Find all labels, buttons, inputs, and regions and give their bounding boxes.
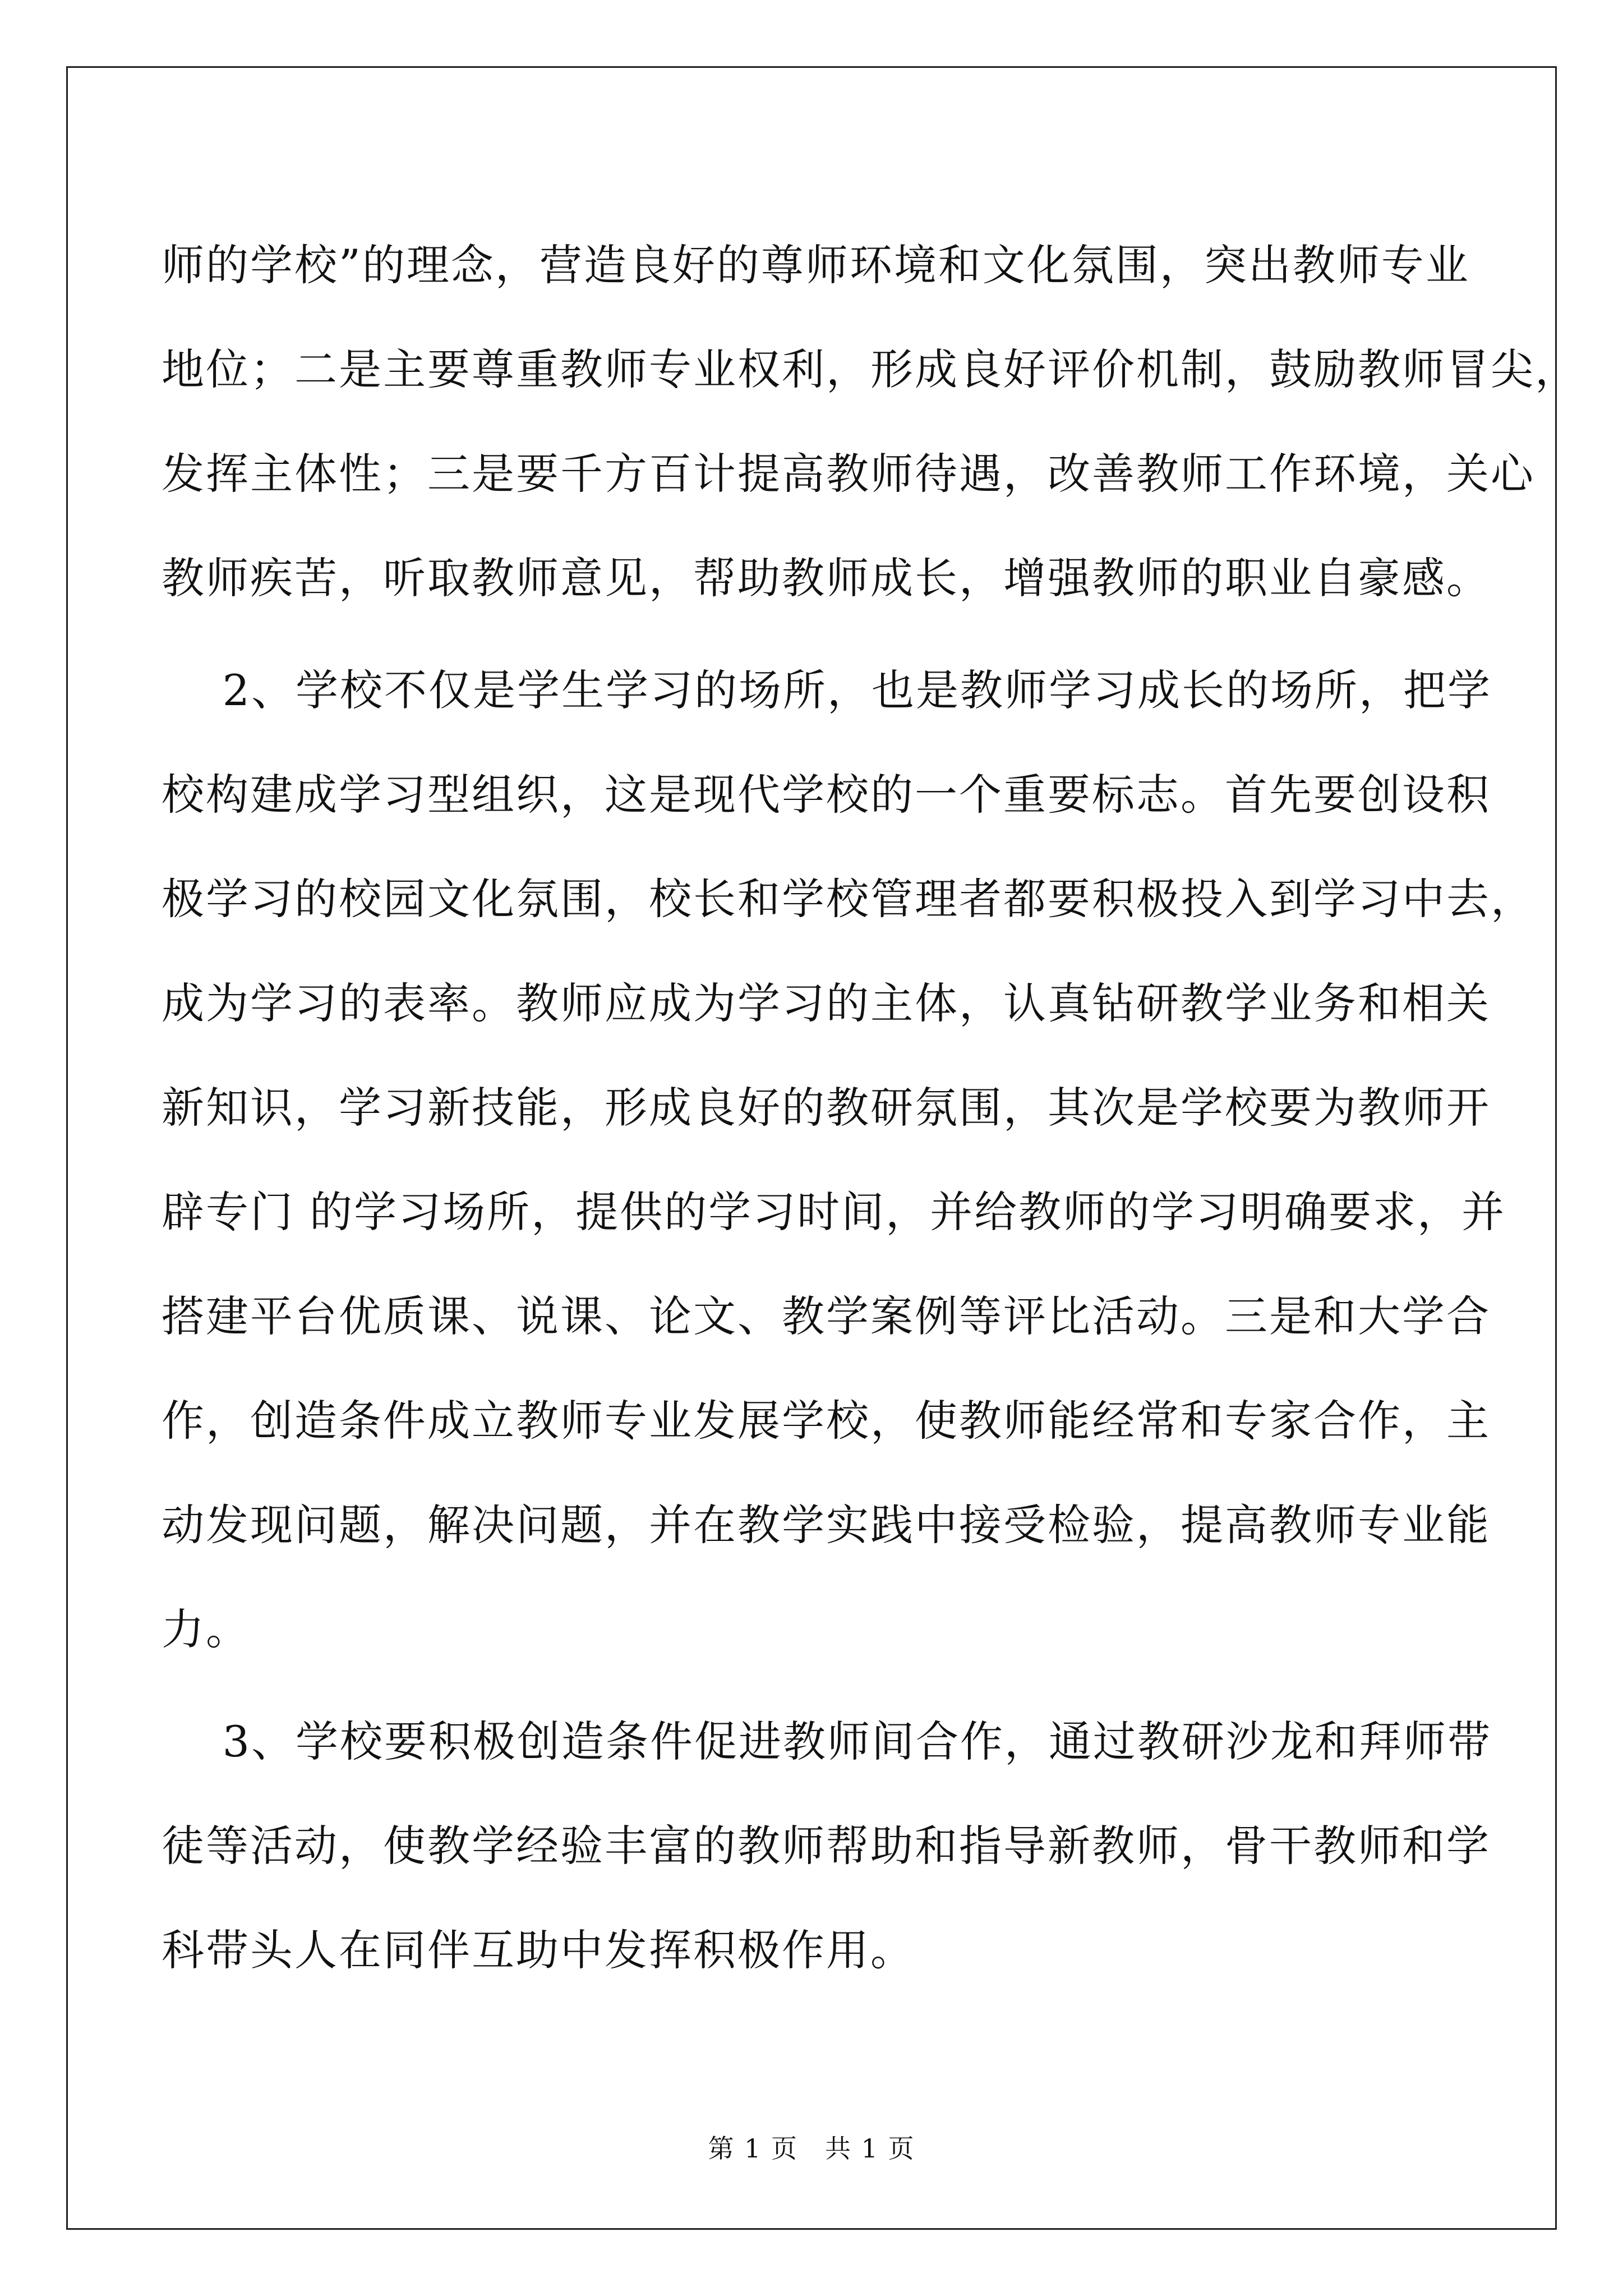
- paragraph-1-line-4: 教师疾苦，听取教师意见，帮助教师成长，增强教师的职业自豪感。: [162, 553, 1491, 603]
- paragraph-1-line-1: 师的学校”的理念，营造良好的尊师环境和文化氛围，突出教师专业: [162, 240, 1470, 290]
- paragraph-2-line-2: 校构建成学习型组织，这是现代学校的一个重要标志。首先要创设积: [162, 770, 1491, 820]
- page-footer: 第 1 页 共 1 页: [708, 2133, 915, 2164]
- document-body: [162, 213, 1579, 2003]
- paragraph-2-line-7: 搭建平台优质课、说课、论文、教学案例等评比活动。三是和大学合: [162, 1291, 1491, 1341]
- paragraph-2-line-9: 动发现问题，解决问题，并在教学实践中接受检验，提高教师专业能: [162, 1500, 1491, 1550]
- paragraph-3-line-2: 徒等活动，使教学经验丰富的教师帮助和指导新教师，骨干教师和学: [162, 1821, 1491, 1871]
- paragraph-2-line-1: 2、学校不仅是学生学习的场所，也是教师学习成长的场所，把学: [162, 665, 1492, 715]
- paragraph-2-line-10: 力。: [162, 1604, 250, 1654]
- paragraph-3-line-1: 3、学校要积极创造条件促进教师间合作，通过教研沙龙和拜师带: [162, 1717, 1492, 1766]
- paragraph-2-line-5: 新知识，学习新技能，形成良好的教研氛围，其次是学校要为教师开: [162, 1083, 1491, 1133]
- paragraph-1-line-3: 发挥主体性；三是要千方百计提高教师待遇，改善教师工作环境，关心: [162, 449, 1535, 499]
- paragraph-2-line-8: 作，创造条件成立教师专业发展学校，使教师能经常和专家合作，主: [162, 1396, 1491, 1446]
- paragraph-2-line-4: 成为学习的表率。教师应成为学习的主体，认真钻研教学业务和相关: [162, 978, 1491, 1028]
- paragraph-1-line-2: 地位；二是主要尊重教师专业权利，形成良好评价机制，鼓励教师冒尖，: [162, 344, 1579, 394]
- paragraph-2-line-6: 辟专门 的学习场所，提供的学习时间，并给教师的学习明确要求，并: [162, 1187, 1506, 1237]
- paragraph-2-line-3: 极学习的校园文化氛围，校长和学校管理者都要积极投入到学习中去，: [162, 874, 1535, 924]
- paragraph-3-line-3: 科带头人在同伴互助中发挥积极作用。: [162, 1925, 915, 1975]
